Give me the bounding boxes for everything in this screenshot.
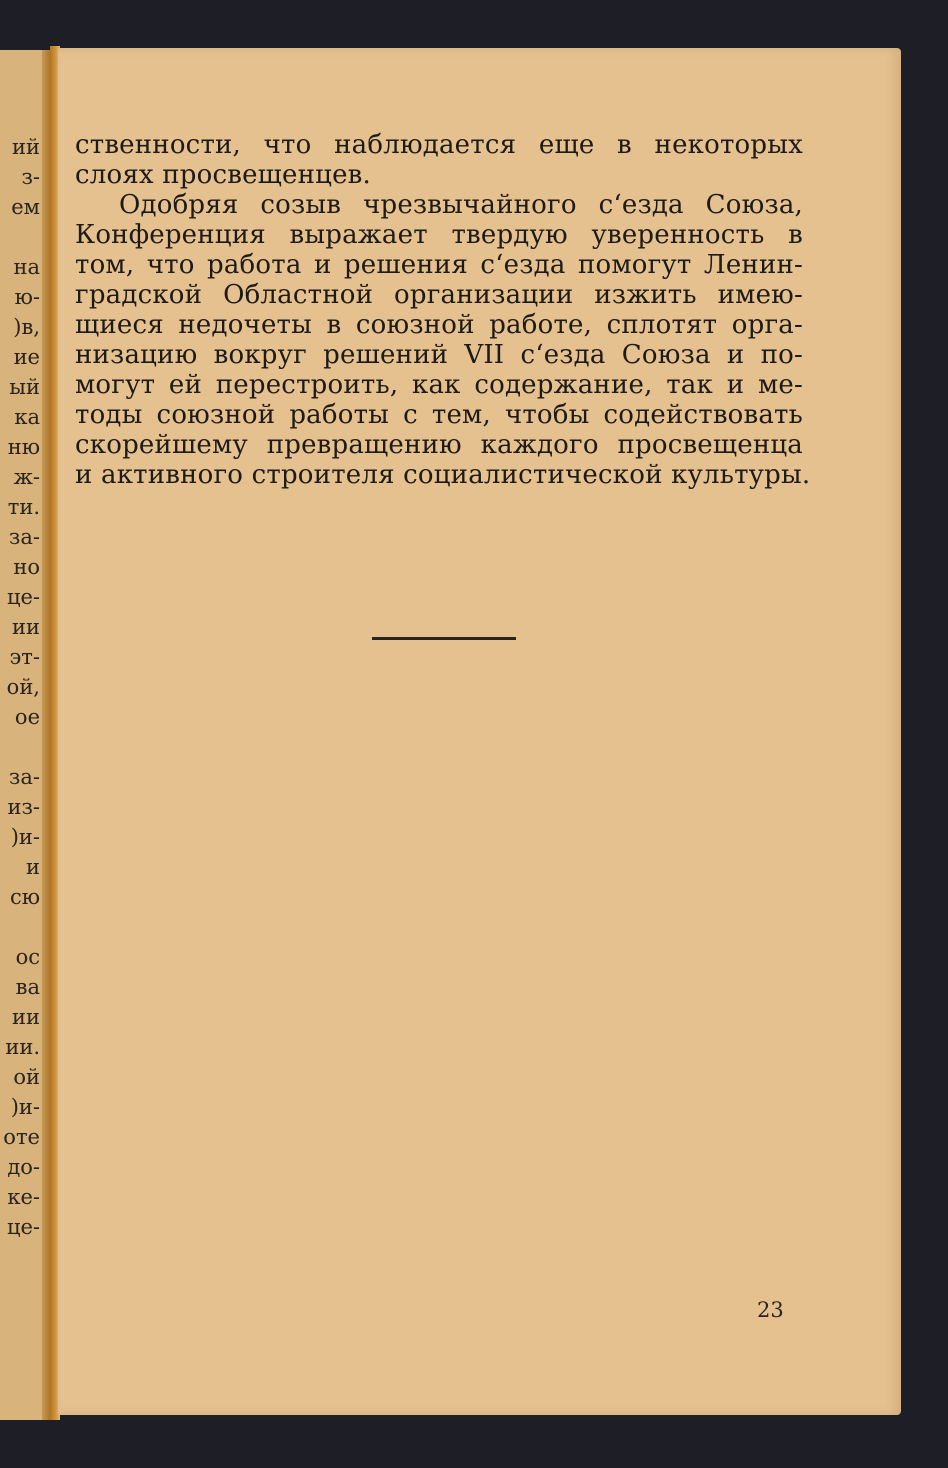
text-line: градской Областной организации изжить имею- <box>75 280 803 310</box>
left-fragment: це- <box>6 1215 40 1239</box>
text-line: слоях просвещенцев. <box>75 160 371 190</box>
section-divider <box>372 637 516 640</box>
left-fragment: эт- <box>9 645 40 669</box>
left-fragment: ой, <box>6 675 40 699</box>
left-fragment: ва <box>15 975 40 999</box>
left-fragment: ии <box>12 1005 40 1029</box>
left-fragment: ю- <box>14 285 40 309</box>
left-fragment: ой <box>13 1065 40 1089</box>
text-line: ственности, что наблюдается еще в некоторых <box>75 130 803 160</box>
left-fragment: за- <box>8 765 40 789</box>
page-number: 23 <box>757 1298 784 1322</box>
text-line: и активного строителя социалистической культуры. <box>75 460 811 490</box>
left-fragment: ню <box>7 435 40 459</box>
left-fragment: ии <box>12 615 40 639</box>
left-fragment <box>0 222 40 252</box>
text-line: могут ей перестроить, как содержание, так и ме- <box>75 370 803 400</box>
left-page-text-fragments <box>0 132 40 1242</box>
page <box>58 48 901 1415</box>
left-fragment: )в, <box>13 315 40 339</box>
left-fragment: ж- <box>13 465 40 489</box>
left-fragment <box>0 732 40 762</box>
left-fragment: ке- <box>7 1185 40 1209</box>
left-fragment: )и- <box>10 1095 40 1119</box>
left-page-edge <box>0 50 52 1420</box>
text-line: скорейшему превращению каждого просвещенца <box>75 430 803 460</box>
left-fragment: на <box>13 255 40 279</box>
left-fragment: ие <box>13 345 40 369</box>
left-fragment: )и- <box>10 825 40 849</box>
text-line: том, что работа и решения с‘езда помогут Ленин- <box>75 250 803 280</box>
text-line: Одобряя созыв чрезвычайного с‘езда Союза, <box>119 190 803 220</box>
left-fragment: ем <box>11 195 40 219</box>
left-fragment: ий <box>12 135 40 159</box>
left-fragment: ии. <box>5 1035 40 1059</box>
left-fragment: до- <box>7 1155 40 1179</box>
text-line: тоды союзной работы с тем, чтобы содействовать <box>75 400 803 430</box>
left-fragment: сю <box>9 885 40 909</box>
left-fragment: но <box>13 555 40 579</box>
left-fragment: ое <box>14 705 40 729</box>
text-line: Конференция выражает твердую уверенность в <box>75 220 803 250</box>
left-fragment: из- <box>7 795 40 819</box>
text-line: низацию вокруг решений VII с‘езда Союза и по- <box>75 340 803 370</box>
text-line: щиеся недочеты в союзной работе, сплотят орга- <box>75 310 803 340</box>
left-fragment: оте <box>3 1125 40 1149</box>
left-fragment: ти. <box>7 495 40 519</box>
left-fragment: ка <box>14 405 40 429</box>
left-fragment: ый <box>9 375 40 399</box>
body-text <box>75 130 811 490</box>
left-fragment: и <box>26 855 40 879</box>
left-fragment <box>0 912 40 942</box>
left-fragment: за- <box>8 525 40 549</box>
left-fragment: це- <box>6 585 40 609</box>
left-fragment: ос <box>15 945 40 969</box>
left-fragment: з- <box>21 165 40 189</box>
